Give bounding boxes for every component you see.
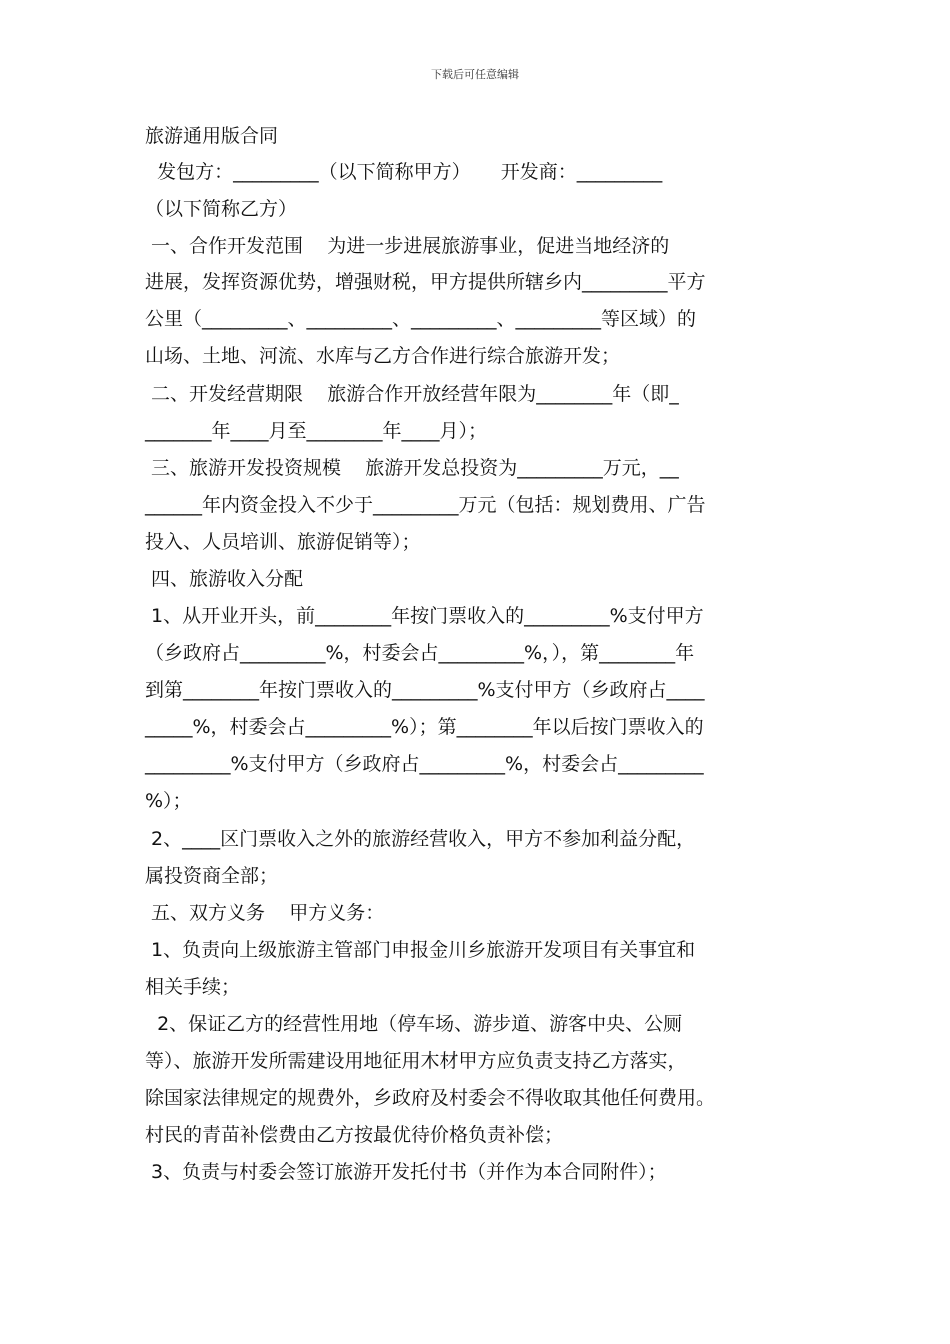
body-line: 2、____区门票收入之外的旅游经营收入，甲方不参加利益分配， — [145, 828, 696, 850]
body-line: 发包方：_________（以下简称甲方） 开发商：_________ — [145, 161, 663, 183]
section-heading-5: 五、双方义务 甲方义务： — [145, 902, 385, 924]
section-heading-3: 三、旅游开发投资规模 旅游开发总投资为_________万元，__ — [145, 457, 679, 479]
body-line: 除国家法律规定的规费外，乡政府及村委会不得收取其他任何费用。 — [145, 1087, 716, 1109]
body-line: _____%，村委会占_________%）；第________年以后按门票收入的 — [145, 716, 704, 738]
section-heading-2: 二、开发经营期限 旅游合作开放经营年限为________年（即_ — [145, 383, 679, 405]
body-line: _________%支付甲方（乡政府占_________%，村委会占_________ — [145, 753, 704, 775]
body-line: 2、保证乙方的经营性用地（停车场、游步道、游客中央、公厕 — [145, 1013, 683, 1035]
body-line: 投入、人员培训、旅游促销等）； — [145, 531, 421, 553]
section-heading-4: 四、旅游收入分配 — [145, 568, 304, 590]
document-title: 旅游通用版合同 — [145, 125, 279, 147]
body-line: 相关手续； — [145, 976, 241, 998]
section-heading-1: 一、合作开发范围 为进一步进展旅游事业，促进当地经济的 — [145, 235, 670, 257]
body-line: ______年内资金投入不少于_________万元（包括：规划费用、广告 — [145, 494, 706, 516]
body-line: 进展，发挥资源优势，增强财税，甲方提供所辖乡内_________平方 — [145, 271, 706, 293]
body-line: %）； — [145, 790, 192, 812]
body-line: _______年____月至________年____月）； — [145, 420, 488, 442]
body-line: 公里（_________、_________、_________、_________等区域）的 — [145, 308, 697, 330]
page-header: 下载后可任意编辑 — [431, 68, 519, 81]
body-line: 1、负责向上级旅游主管部门申报金川乡旅游开发项目有关事宜和 — [145, 939, 696, 961]
body-line: 1、从开业开头，前________年按门票收入的_________%支付甲方 — [145, 605, 704, 627]
body-line: 到第________年按门票收入的_________%支付甲方（乡政府占____ — [145, 679, 705, 701]
body-line: 等）、旅游开发所需建设用地征用木材甲方应负责支持乙方落实， — [145, 1050, 687, 1072]
body-line: （以下简称乙方） — [145, 198, 298, 220]
body-line: 属投资商全部； — [145, 865, 279, 887]
body-line: 山场、土地、河流、水库与乙方合作进行综合旅游开发； — [145, 345, 621, 367]
body-line: 村民的青苗补偿费由乙方按最优待价格负责补偿； — [145, 1124, 564, 1146]
body-line: （乡政府占_________%，村委会占_________%，），第________年 — [145, 642, 695, 664]
body-line: 3、负责与村委会签订旅游开发托付书（并作为本合同附件）； — [145, 1161, 667, 1183]
